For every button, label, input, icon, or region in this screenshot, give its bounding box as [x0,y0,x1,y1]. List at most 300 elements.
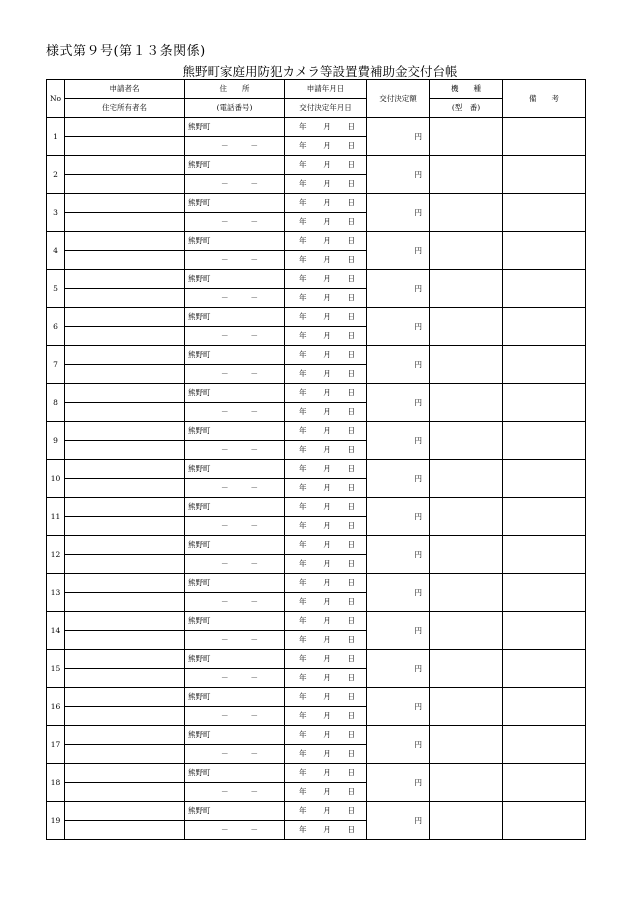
phone-cell[interactable] [185,327,285,346]
resident-name-cell[interactable] [65,137,185,156]
decision-amount-cell[interactable] [367,498,430,536]
application-date-cell[interactable] [285,422,367,441]
year-label: 年 [299,806,307,815]
application-date-cell[interactable] [285,650,367,669]
decision-amount-cell[interactable] [367,232,430,270]
month-label: 月 [323,692,331,701]
phone-dash: － [250,331,258,340]
year-label: 年 [299,274,307,283]
decision-amount-cell[interactable] [367,688,430,726]
application-date-cell[interactable] [285,764,367,783]
yen-label: 円 [414,549,422,559]
model-cell[interactable] [430,802,503,840]
phone-dash: － [221,293,229,302]
month-label: 月 [323,236,331,245]
phone-cell[interactable] [185,631,285,650]
phone-cell[interactable] [185,821,285,840]
application-date-cell[interactable] [285,536,367,555]
month-label: 月 [323,141,331,150]
model-cell[interactable] [430,650,503,688]
application-date-cell[interactable] [285,612,367,631]
day-label: 日 [347,331,355,340]
model-cell[interactable] [430,536,503,574]
month-label: 月 [323,274,331,283]
address-cell[interactable] [185,346,285,365]
yen-label: 円 [414,435,422,445]
application-date-cell[interactable] [285,156,367,175]
header-resident-name: 住宅所有者名 [65,99,185,118]
yen-label: 円 [414,663,422,673]
phone-dash: － [250,825,258,834]
decision-date-cell[interactable] [285,821,367,840]
day-label: 日 [347,749,355,758]
model-cell[interactable] [430,498,503,536]
month-label: 月 [323,293,331,302]
day-label: 日 [347,179,355,188]
day-label: 日 [347,540,355,549]
decision-amount-cell[interactable] [367,650,430,688]
model-cell[interactable] [430,232,503,270]
town-name: 熊野町 [188,160,211,169]
town-name: 熊野町 [188,806,211,815]
application-date-cell[interactable] [285,270,367,289]
year-label: 年 [299,654,307,663]
day-label: 日 [347,692,355,701]
resident-name-cell[interactable] [65,593,185,612]
month-label: 月 [323,635,331,644]
address-cell[interactable] [185,802,285,821]
applicant-name-cell[interactable] [65,498,185,517]
phone-cell[interactable] [185,441,285,460]
decision-amount-cell[interactable] [367,118,430,156]
month-label: 月 [323,312,331,321]
model-cell[interactable] [430,194,503,232]
remarks-cell[interactable] [503,764,586,802]
application-date-cell[interactable] [285,232,367,251]
address-cell[interactable] [185,498,285,517]
applicant-name-cell[interactable] [65,650,185,669]
decision-date-cell[interactable] [285,251,367,270]
remarks-cell[interactable] [503,384,586,422]
phone-dash: － [250,217,258,226]
applicant-name-cell[interactable] [65,688,185,707]
year-label: 年 [299,236,307,245]
row-number: 13 [47,574,65,612]
application-date-cell[interactable] [285,802,367,821]
applicant-name-cell[interactable] [65,308,185,327]
phone-cell[interactable] [185,251,285,270]
month-label: 月 [323,654,331,663]
phone-dash: － [221,369,229,378]
phone-cell[interactable] [185,707,285,726]
table-row [47,346,586,365]
row-number: 2 [47,156,65,194]
remarks-cell[interactable] [503,726,586,764]
row-number: 8 [47,384,65,422]
decision-amount-cell[interactable] [367,270,430,308]
day-label: 日 [347,293,355,302]
decision-date-cell[interactable] [285,441,367,460]
address-cell[interactable] [185,156,285,175]
yen-label: 円 [414,473,422,483]
resident-name-cell[interactable] [65,251,185,270]
day-label: 日 [347,407,355,416]
resident-name-cell[interactable] [65,669,185,688]
remarks-cell[interactable] [503,460,586,498]
table-row [47,612,586,631]
decision-amount-cell[interactable] [367,384,430,422]
decision-date-cell[interactable] [285,783,367,802]
resident-name-cell[interactable] [65,441,185,460]
decision-date-cell[interactable] [285,631,367,650]
header-application-date: 申請年月日 [285,80,367,99]
phone-cell[interactable] [185,137,285,156]
row-number: 3 [47,194,65,232]
day-label: 日 [347,426,355,435]
yen-label: 円 [414,397,422,407]
model-cell[interactable] [430,764,503,802]
phone-dash: － [221,749,229,758]
address-cell[interactable] [185,194,285,213]
resident-name-cell[interactable] [65,365,185,384]
day-label: 日 [347,825,355,834]
month-label: 月 [323,578,331,587]
day-label: 日 [347,654,355,663]
decision-amount-cell[interactable] [367,612,430,650]
table-row [47,536,586,555]
table-row [47,118,586,137]
applicant-name-cell[interactable] [65,270,185,289]
row-number: 9 [47,422,65,460]
month-label: 月 [323,160,331,169]
year-label: 年 [299,540,307,549]
day-label: 日 [347,483,355,492]
phone-dash: － [221,141,229,150]
table-row [47,650,586,669]
month-label: 月 [323,198,331,207]
decision-date-cell[interactable] [285,707,367,726]
phone-dash: － [221,825,229,834]
decision-date-cell[interactable] [285,403,367,422]
day-label: 日 [347,160,355,169]
phone-cell[interactable] [185,289,285,308]
address-cell[interactable] [185,574,285,593]
model-cell[interactable] [430,688,503,726]
model-cell[interactable] [430,384,503,422]
remarks-cell[interactable] [503,422,586,460]
resident-name-cell[interactable] [65,517,185,536]
application-date-cell[interactable] [285,726,367,745]
applicant-name-cell[interactable] [65,384,185,403]
month-label: 月 [323,749,331,758]
applicant-name-cell[interactable] [65,726,185,745]
remarks-cell[interactable] [503,156,586,194]
phone-cell[interactable] [185,175,285,194]
day-label: 日 [347,236,355,245]
applicant-name-cell[interactable] [65,764,185,783]
form-number-label: 様式第９号(第１３条関係) [46,44,206,59]
year-label: 年 [299,597,307,606]
decision-date-cell[interactable] [285,137,367,156]
year-label: 年 [299,578,307,587]
grant-ledger-table [46,79,586,840]
model-cell[interactable] [430,346,503,384]
phone-dash: － [221,711,229,720]
table-row [47,688,586,707]
decision-date-cell[interactable] [285,213,367,232]
yen-label: 円 [414,169,422,179]
address-cell[interactable] [185,422,285,441]
decision-date-cell[interactable] [285,327,367,346]
applicant-name-cell[interactable] [65,118,185,137]
decision-date-cell[interactable] [285,593,367,612]
row-number: 14 [47,612,65,650]
month-label: 月 [323,597,331,606]
town-name: 熊野町 [188,540,211,549]
application-date-cell[interactable] [285,574,367,593]
town-name: 熊野町 [188,274,211,283]
model-cell[interactable] [430,270,503,308]
phone-dash: － [221,179,229,188]
table-row [47,422,586,441]
resident-name-cell[interactable] [65,783,185,802]
application-date-cell[interactable] [285,688,367,707]
remarks-cell[interactable] [503,194,586,232]
town-name: 熊野町 [188,122,211,131]
town-name: 熊野町 [188,388,211,397]
day-label: 日 [347,122,355,131]
phone-dash: － [221,331,229,340]
table-row [47,270,586,289]
day-label: 日 [347,350,355,359]
year-label: 年 [299,730,307,739]
application-date-cell[interactable] [285,460,367,479]
day-label: 日 [347,141,355,150]
town-name: 熊野町 [188,730,211,739]
phone-dash: － [250,179,258,188]
phone-cell[interactable] [185,669,285,688]
address-cell[interactable] [185,612,285,631]
header-model-kind: 機 種 [430,80,503,99]
address-cell[interactable] [185,308,285,327]
phone-dash: － [221,521,229,530]
yen-label: 円 [414,625,422,635]
phone-cell[interactable] [185,213,285,232]
table-row [47,802,586,821]
applicant-name-cell[interactable] [65,346,185,365]
table-row [47,574,586,593]
month-label: 月 [323,768,331,777]
address-cell[interactable] [185,688,285,707]
resident-name-cell[interactable] [65,631,185,650]
remarks-cell[interactable] [503,536,586,574]
applicant-name-cell[interactable] [65,612,185,631]
phone-dash: － [250,445,258,454]
resident-name-cell[interactable] [65,213,185,232]
resident-name-cell[interactable] [65,403,185,422]
year-label: 年 [299,350,307,359]
address-cell[interactable] [185,384,285,403]
phone-dash: － [250,559,258,568]
resident-name-cell[interactable] [65,175,185,194]
phone-dash: － [221,673,229,682]
remarks-cell[interactable] [503,118,586,156]
yen-label: 円 [414,587,422,597]
decision-amount-cell[interactable] [367,574,430,612]
decision-amount-cell[interactable] [367,194,430,232]
decision-amount-cell[interactable] [367,346,430,384]
decision-date-cell[interactable] [285,175,367,194]
day-label: 日 [347,597,355,606]
resident-name-cell[interactable] [65,555,185,574]
address-cell[interactable] [185,270,285,289]
model-cell[interactable] [430,612,503,650]
day-label: 日 [347,806,355,815]
town-name: 熊野町 [188,616,211,625]
model-cell[interactable] [430,308,503,346]
remarks-cell[interactable] [503,612,586,650]
month-label: 月 [323,787,331,796]
town-name: 熊野町 [188,236,211,245]
month-label: 月 [323,350,331,359]
month-label: 月 [323,217,331,226]
decision-amount-cell[interactable] [367,536,430,574]
application-date-cell[interactable] [285,308,367,327]
yen-label: 円 [414,131,422,141]
decision-date-cell[interactable] [285,517,367,536]
remarks-cell[interactable] [503,346,586,384]
address-cell[interactable] [185,650,285,669]
table-row [47,384,586,403]
application-date-cell[interactable] [285,384,367,403]
phone-cell[interactable] [185,593,285,612]
year-label: 年 [299,331,307,340]
header-no: No [47,80,65,118]
applicant-name-cell[interactable] [65,802,185,821]
phone-dash: － [250,255,258,264]
address-cell[interactable] [185,764,285,783]
decision-amount-cell[interactable] [367,460,430,498]
day-label: 日 [347,616,355,625]
year-label: 年 [299,426,307,435]
applicant-name-cell[interactable] [65,574,185,593]
resident-name-cell[interactable] [65,745,185,764]
remarks-cell[interactable] [503,232,586,270]
phone-cell[interactable] [185,479,285,498]
remarks-cell[interactable] [503,688,586,726]
model-cell[interactable] [430,574,503,612]
decision-amount-cell[interactable] [367,422,430,460]
decision-date-cell[interactable] [285,669,367,688]
day-label: 日 [347,711,355,720]
address-cell[interactable] [185,726,285,745]
year-label: 年 [299,464,307,473]
phone-cell[interactable] [185,403,285,422]
model-cell[interactable] [430,156,503,194]
header-model-number: (型 番) [430,99,503,118]
resident-name-cell[interactable] [65,327,185,346]
remarks-cell[interactable] [503,308,586,346]
decision-date-cell[interactable] [285,289,367,308]
decision-amount-cell[interactable] [367,802,430,840]
address-cell[interactable] [185,536,285,555]
year-label: 年 [299,141,307,150]
resident-name-cell[interactable] [65,479,185,498]
year-label: 年 [299,673,307,682]
decision-amount-cell[interactable] [367,156,430,194]
phone-cell[interactable] [185,783,285,802]
model-cell[interactable] [430,118,503,156]
year-label: 年 [299,825,307,834]
application-date-cell[interactable] [285,498,367,517]
yen-label: 円 [414,701,422,711]
phone-dash: － [221,787,229,796]
applicant-name-cell[interactable] [65,232,185,251]
phone-cell[interactable] [185,365,285,384]
phone-dash: － [250,293,258,302]
resident-name-cell[interactable] [65,289,185,308]
phone-cell[interactable] [185,517,285,536]
model-cell[interactable] [430,726,503,764]
applicant-name-cell[interactable] [65,156,185,175]
application-date-cell[interactable] [285,194,367,213]
month-label: 月 [323,502,331,511]
day-label: 日 [347,502,355,511]
phone-cell[interactable] [185,745,285,764]
remarks-cell[interactable] [503,270,586,308]
remarks-cell[interactable] [503,802,586,840]
decision-date-cell[interactable] [285,365,367,384]
day-label: 日 [347,578,355,587]
model-cell[interactable] [430,422,503,460]
model-cell[interactable] [430,460,503,498]
address-cell[interactable] [185,460,285,479]
remarks-cell[interactable] [503,650,586,688]
applicant-name-cell[interactable] [65,194,185,213]
applicant-name-cell[interactable] [65,422,185,441]
decision-amount-cell[interactable] [367,308,430,346]
year-label: 年 [299,635,307,644]
month-label: 月 [323,711,331,720]
year-label: 年 [299,445,307,454]
applicant-name-cell[interactable] [65,460,185,479]
resident-name-cell[interactable] [65,707,185,726]
application-date-cell[interactable] [285,118,367,137]
year-label: 年 [299,692,307,701]
decision-date-cell[interactable] [285,745,367,764]
yen-label: 円 [414,777,422,787]
month-label: 月 [323,122,331,131]
decision-amount-cell[interactable] [367,726,430,764]
decision-date-cell[interactable] [285,555,367,574]
phone-dash: － [221,217,229,226]
phone-cell[interactable] [185,555,285,574]
remarks-cell[interactable] [503,498,586,536]
table-row [47,232,586,251]
month-label: 月 [323,255,331,264]
applicant-name-cell[interactable] [65,536,185,555]
application-date-cell[interactable] [285,346,367,365]
address-cell[interactable] [185,232,285,251]
phone-dash: － [250,635,258,644]
decision-amount-cell[interactable] [367,764,430,802]
phone-dash: － [250,521,258,530]
table-row [47,460,586,479]
decision-date-cell[interactable] [285,479,367,498]
resident-name-cell[interactable] [65,821,185,840]
remarks-cell[interactable] [503,574,586,612]
address-cell[interactable] [185,118,285,137]
